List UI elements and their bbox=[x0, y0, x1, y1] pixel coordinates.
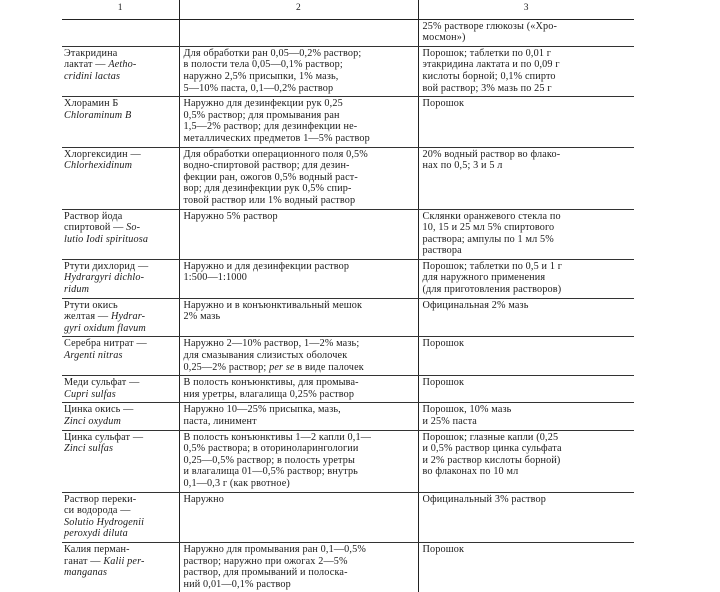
drug-name-text: Ртути окись bbox=[64, 299, 118, 311]
usage-text: Наружно 5% раствор bbox=[183, 210, 278, 222]
table-row bbox=[62, 430, 634, 492]
release-form-cell bbox=[418, 209, 634, 259]
drug-name-text: лактат — Aetho- bbox=[64, 59, 137, 71]
drug-name-text: Ртути дихлорид — bbox=[64, 260, 149, 272]
drug-name-cell bbox=[62, 492, 179, 542]
column-header-1: 1 bbox=[62, 0, 179, 19]
latin-name-text: Aetho- bbox=[108, 59, 137, 71]
latin-name-text: Chloraminum B bbox=[64, 109, 132, 121]
latin-name-text: ridum bbox=[64, 284, 90, 296]
table-header-row bbox=[62, 0, 634, 19]
drug-name-cell bbox=[62, 97, 179, 147]
release-form-cell bbox=[418, 337, 634, 376]
drug-name-text: Калия перман- bbox=[64, 543, 130, 555]
usage-text: Наружно для промывания ран 0,1—0,5% bbox=[183, 543, 367, 555]
release-form-cell bbox=[418, 19, 634, 46]
latin-name-text: Zinci sulfas bbox=[64, 443, 114, 455]
usage-text: ния уретры, влагалища 0,25% раствор bbox=[183, 388, 355, 400]
release-form-cell bbox=[418, 542, 634, 592]
usage-cell bbox=[179, 337, 418, 376]
usage-cell bbox=[179, 97, 418, 147]
usage-cell bbox=[179, 376, 418, 403]
drug-name-cell bbox=[62, 337, 179, 376]
usage-text: ний 0,01—0,1% раствор bbox=[183, 578, 291, 590]
usage-text: Наружно bbox=[183, 493, 224, 505]
usage-cell bbox=[179, 147, 418, 209]
drug-name-text: Цинка сульфат — bbox=[64, 431, 144, 443]
release-form-text: и 0,5% раствор цинка сульфата bbox=[422, 443, 562, 455]
drug-name-text: Хлорамин Б bbox=[64, 98, 119, 110]
usage-cell bbox=[179, 46, 418, 96]
release-form-text: для наружного применения bbox=[422, 272, 546, 284]
drug-name-text: желтая — Hydrar- bbox=[64, 311, 146, 323]
drug-name-text: Серебра нитрат — bbox=[64, 338, 147, 350]
release-form-cell bbox=[418, 46, 634, 96]
latin-name-text: Chlorhexidinum bbox=[64, 160, 133, 172]
release-form-text: вой раствор; 3% мазь по 25 г bbox=[422, 82, 552, 94]
table-row bbox=[62, 298, 634, 337]
usage-text: Наружно для дезинфекции рук 0,25 bbox=[183, 98, 343, 110]
release-form-cell bbox=[418, 430, 634, 492]
usage-text: Наружно и для дезинфекции раствор bbox=[183, 260, 350, 272]
latin-name-text: Solutio Hydrogenii bbox=[64, 516, 145, 528]
usage-cell bbox=[179, 209, 418, 259]
drug-name-cell bbox=[62, 298, 179, 337]
usage-text: Для обработки операционного поля 0,5% bbox=[183, 148, 368, 160]
usage-text: наружно 2,5% присыпки, 1% мазь, bbox=[183, 70, 339, 82]
usage-text: водно-спиртовой раствор; для дезин- bbox=[183, 160, 350, 172]
latin-name-text: Cupri sulfas bbox=[64, 388, 116, 400]
drug-name-text: Меди сульфат — bbox=[64, 377, 140, 389]
usage-text: 0,5% раствора; в оториноларингологии bbox=[183, 443, 359, 455]
usage-text: 0,25—2% раствор; per se в виде палочек bbox=[183, 361, 364, 373]
release-form-text: этакридина лактата и по 0,09 г bbox=[422, 59, 560, 71]
drug-name-text: Раствор йода bbox=[64, 210, 123, 222]
table-row bbox=[62, 492, 634, 542]
usage-cell bbox=[179, 542, 418, 592]
latin-term: per se bbox=[269, 361, 295, 373]
usage-text: товой раствор или 1% водный раствор bbox=[183, 194, 356, 206]
release-form-cell bbox=[418, 97, 634, 147]
release-form-text: (для приготовления растворов) bbox=[422, 284, 562, 296]
document-page bbox=[62, 0, 634, 592]
drug-name-text: Этакридина bbox=[64, 47, 118, 59]
usage-text: паста, линимент bbox=[183, 416, 257, 427]
release-form-text: кислоты борной; 0,1% спирто bbox=[422, 70, 556, 82]
release-form-text: раствора; ампулы по 1 мл 5% bbox=[422, 233, 554, 245]
table-row bbox=[62, 209, 634, 259]
release-form-text: нах по 0,5; 3 и 5 л bbox=[422, 160, 503, 172]
usage-cell bbox=[179, 298, 418, 337]
usage-text: вор; для дезинфекции рук 0,5% спир- bbox=[183, 183, 352, 195]
usage-text: Для обработки ран 0,05—0,2% раствор; bbox=[183, 47, 362, 59]
usage-text: и влагалища 01—0,5% раствор; внутрь bbox=[183, 466, 358, 478]
drug-name-text: Хлоргексидин — bbox=[64, 148, 141, 160]
drug-name-text: спиртовой — So- bbox=[64, 222, 141, 234]
table-row bbox=[62, 97, 634, 147]
latin-name-text: peroxydi diluta bbox=[64, 528, 128, 540]
table-row bbox=[62, 376, 634, 403]
usage-cell bbox=[179, 492, 418, 542]
usage-text: для смазывания слизистых оболочек bbox=[183, 350, 348, 362]
latin-name-text: Zinci oxydum bbox=[64, 416, 121, 427]
release-form-text: Официнальный 3% раствор bbox=[422, 493, 546, 505]
latin-name-text: gyri oxidum flavum bbox=[64, 322, 146, 334]
usage-text: 1,5—2% раствор; для дезинфекции не- bbox=[183, 121, 358, 133]
usage-text: 0,5% раствор; для промывания ран bbox=[183, 109, 340, 121]
usage-cell bbox=[179, 19, 418, 46]
release-form-text: Порошок; таблетки по 0,01 г bbox=[422, 47, 552, 59]
latin-name-text: So- bbox=[126, 222, 141, 234]
release-form-text: Порошок bbox=[422, 543, 465, 555]
drug-name-cell bbox=[62, 403, 179, 430]
table-row bbox=[62, 19, 634, 46]
drug-name-text: Раствор переки- bbox=[64, 493, 137, 505]
release-form-text: 20% водный раствор во флако- bbox=[422, 148, 561, 160]
drug-name-cell bbox=[62, 19, 179, 46]
drug-name-cell bbox=[62, 430, 179, 492]
table-body bbox=[62, 19, 634, 592]
release-form-text: Порошок, 10% мазь bbox=[422, 404, 512, 416]
latin-name-text: manganas bbox=[64, 567, 108, 579]
table-row bbox=[62, 147, 634, 209]
release-form-text: Порошок; глазные капли (0,25 bbox=[422, 431, 559, 443]
usage-text: 0,25—0,5% раствор; в полость уретры bbox=[183, 454, 356, 466]
drug-name-cell bbox=[62, 209, 179, 259]
drug-name-cell bbox=[62, 46, 179, 96]
drug-name-text: Цинка окись — bbox=[64, 404, 134, 416]
latin-name-text: Argenti nitras bbox=[64, 350, 123, 362]
release-form-cell bbox=[418, 376, 634, 403]
latin-name-text: lutio Iodi spirituosa bbox=[64, 233, 149, 245]
latin-name-text: Kalii per- bbox=[103, 555, 145, 567]
usage-cell bbox=[179, 259, 418, 298]
release-form-text: Порошок; таблетки по 0,5 и 1 г bbox=[422, 260, 563, 272]
drug-name-cell bbox=[62, 542, 179, 592]
table-row bbox=[62, 259, 634, 298]
drug-table bbox=[62, 0, 634, 592]
release-form-text: мосмон») bbox=[422, 32, 466, 44]
usage-text: Наружно 2—10% раствор, 1—2% мазь; bbox=[183, 338, 360, 350]
release-form-text: Официнальная 2% мазь bbox=[422, 299, 529, 311]
usage-text: Наружно 10—25% присыпка, мазь, bbox=[183, 404, 341, 416]
usage-text: в полости тела 0,05—0,1% раствор; bbox=[183, 59, 343, 71]
release-form-cell bbox=[418, 259, 634, 298]
usage-text: В полость конъюнктивы, для промыва- bbox=[183, 377, 359, 389]
usage-text: В полость конъюнктивы 1—2 капли 0,1— bbox=[183, 431, 372, 443]
release-form-cell bbox=[418, 492, 634, 542]
drug-name-cell bbox=[62, 259, 179, 298]
table-row bbox=[62, 542, 634, 592]
release-form-text: и 2% раствор кислоты борной) bbox=[422, 454, 561, 466]
table-row bbox=[62, 46, 634, 96]
usage-text: фекции ран, ожогов 0,5% водный раст- bbox=[183, 171, 358, 183]
drug-name-text: ганат — Kalii per- bbox=[64, 555, 145, 567]
release-form-text: Порошок bbox=[422, 338, 465, 350]
usage-text: 5—10% паста, 0,1—0,2% раствор bbox=[183, 82, 334, 94]
release-form-text: во флаконах по 10 мл bbox=[422, 466, 519, 478]
release-form-cell bbox=[418, 298, 634, 337]
table-row bbox=[62, 337, 634, 376]
release-form-text: Склянки оранжевого стекла по bbox=[422, 210, 561, 222]
release-form-text: и 25% паста bbox=[422, 416, 477, 427]
usage-text: 1:500—1:1000 bbox=[183, 272, 247, 284]
usage-text: 0,1—0,3 г (как рвотное) bbox=[183, 477, 290, 489]
latin-name-text: Hydrargyri dichlo- bbox=[64, 272, 145, 284]
usage-text: металлических предметов 1—5% раствор bbox=[183, 132, 370, 144]
usage-text: раствор, для промываний и полоска- bbox=[183, 567, 348, 579]
release-form-cell bbox=[418, 147, 634, 209]
usage-cell bbox=[179, 430, 418, 492]
release-form-text: Порошок bbox=[422, 377, 465, 389]
usage-text: раствор; наружно при ожогах 2—5% bbox=[183, 555, 348, 567]
column-header-3: 3 bbox=[418, 0, 634, 19]
table-row bbox=[62, 403, 634, 430]
release-form-text: раствора bbox=[422, 245, 462, 257]
latin-name-text: cridini lactas bbox=[64, 70, 121, 82]
drug-name-text: си водорода — bbox=[64, 505, 131, 517]
drug-name-cell bbox=[62, 147, 179, 209]
release-form-cell bbox=[418, 403, 634, 430]
column-header-2: 2 bbox=[179, 0, 418, 19]
usage-text: Наружно и в конъюнктивальный мешок bbox=[183, 299, 363, 311]
release-form-text: 25% растворе глюкозы («Хро- bbox=[422, 20, 558, 32]
release-form-text: Порошок bbox=[422, 98, 465, 110]
usage-cell bbox=[179, 403, 418, 430]
drug-name-cell bbox=[62, 376, 179, 403]
usage-text: 2% мазь bbox=[183, 311, 221, 323]
latin-name-text: Hydrar- bbox=[110, 311, 146, 323]
release-form-text: 10, 15 и 25 мл 5% спиртового bbox=[422, 222, 555, 234]
